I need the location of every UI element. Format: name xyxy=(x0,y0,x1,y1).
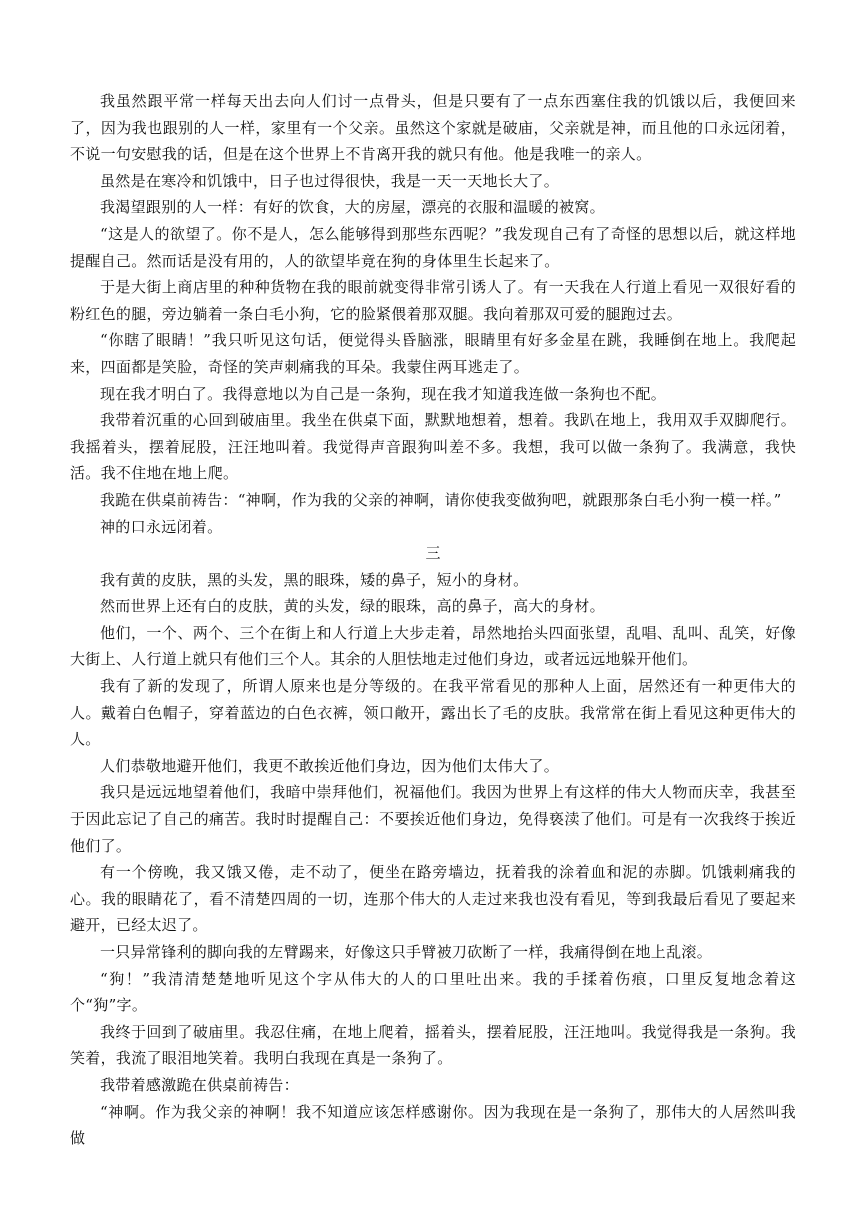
paragraph: 人们恭敬地避开他们，我更不敢挨近他们身边，因为他们太伟大了。 xyxy=(100,756,560,775)
paragraph: 然而世界上还有白的皮肤，黄的头发，绿的眼珠，高的鼻子，高大的身材。 xyxy=(100,597,605,616)
paragraph: 我有黄的皮肤，黑的头发，黑的眼珠，矮的鼻子，短小的身材。 xyxy=(100,570,529,589)
paragraph: 我渴望跟别的人一样：有好的饮食，大的房屋，漂亮的衣服和温暖的被窝。 xyxy=(100,198,605,217)
paragraph: “狗！”我清清楚楚地听见这个字从伟大的人的口里吐出来。我的手揉着伤痕，口里反复地念着这个“狗”字。 xyxy=(70,969,796,1015)
paragraph: “你瞎了眼睛！”我只听见这句话，便觉得头昏脑涨，眼睛里有好多金星在跳，我睡倒在地上。我爬起来，四面都是笑脸，奇怪的笑声刺痛我的耳朵。我蒙住两耳逃走了。 xyxy=(70,331,796,376)
section-heading: 三 xyxy=(425,544,441,563)
paragraph: 虽然是在寒冷和饥饿中，日子也过得很快，我是一天一天地长大了。 xyxy=(100,171,560,190)
paragraph: 我跪在供桌前祷告：“神啊，作为我的父亲的神啊，请你使我变做狗吧，就跟那条白毛小狗一模一样。” xyxy=(100,490,782,509)
paragraph: 我虽然跟平常一样每天出去向人们讨一点骨头，但是只要有了一点东西塞住我的饥饿以后，我便回来了，因为我也跟别的人一样，家里有一个父亲。虽然这个家就是破庙，父亲就是神，而且他的口永远闭着，不说一句安慰我的话，但是在这个世界上不肯离开我的就只有他。他是我唯一的亲人。 xyxy=(70,92,796,164)
paragraph: 一只异常锋利的脚向我的左臂踢来，好像这只手臂被刀砍断了一样，我痛得倒在地上乱滚。 xyxy=(100,943,713,961)
paragraph: 我有了新的发现了，所谓人原来也是分等级的。在我平常看见的那种人上面，居然还有一种更伟大的人。戴着白色帽子，穿着蓝边的白色衣裤，领口敞开，露出长了毛的皮肤。我常常在街上看见这种更伟大的人。 xyxy=(70,677,796,749)
paragraph: “这是人的欲望了。你不是人，怎么能够得到那些东西呢？”我发现自己有了奇怪的思想以后，就这样地提醒自己。然而话是没有用的，人的欲望毕竟在狗的身体里生长起来了。 xyxy=(70,224,796,270)
paragraph: 我终于回到了破庙里。我忍住痛，在地上爬着，摇着头，摆着屁股，汪汪地叫。我觉得我是一条狗。我笑着，我流了眼泪地笑着。我明白我现在真是一条狗了。 xyxy=(70,1022,796,1068)
paragraph: 于是大街上商店里的种种货物在我的眼前就变得非常引诱人了。有一天我在人行道上看见一双很好看的粉红色的腿，旁边躺着一条白毛小狗，它的脸紧偎着那双腿。我向着那双可爱的腿跑过去。 xyxy=(70,278,796,323)
paragraph: 我带着沉重的心回到破庙里。我坐在供桌下面，默默地想着，想着。我趴在地上，我用双手双脚爬行。我摇着头，摆着屁股，汪汪地叫着。我觉得声音跟狗叫差不多。我想，我可以做一条狗了。我满意，我快活。我不住地在地上爬。 xyxy=(70,411,796,483)
paragraph: 他们，一个、两个、三个在街上和人行道上大步走着，昂然地抬头四面张望，乱唱、乱叫、乱笑，好像大街上、人行道上就只有他们三个人。其余的人胆怯地走过他们身边，或者远远地躲开他们。 xyxy=(70,623,796,669)
paragraph: 我带着感激跪在供桌前祷告： xyxy=(100,1075,299,1094)
paragraph: 现在我才明白了。我得意地以为自己是一条狗，现在我才知道我连做一条狗也不配。 xyxy=(100,384,667,403)
paragraph: “神啊。作为我父亲的神啊！我不知道应该怎样感谢你。因为我现在是一条狗了，那伟大的人居然叫我做 xyxy=(70,1102,796,1148)
document-page xyxy=(70,88,796,1152)
paragraph: 我只是远远地望着他们，我暗中崇拜他们，祝福他们。我因为世界上有这样的伟大人物而庆幸，我甚至于因此忘记了自己的痛苦。我时时提醒自己：不要挨近他们身边，免得亵渎了他们。可是有一次我终于挨近他们了。 xyxy=(70,783,796,855)
paragraph: 有一个傍晚，我又饿又倦，走不动了，便坐在路旁墙边，抚着我的涂着血和泥的赤脚。饥饿刺痛我的心。我的眼睛花了，看不清楚四周的一切，连那个伟大的人走过来我也没有看见，等到我最后看见了要起来避开，已经太迟了。 xyxy=(70,863,796,935)
paragraph: 神的口永远闭着。 xyxy=(100,517,223,536)
